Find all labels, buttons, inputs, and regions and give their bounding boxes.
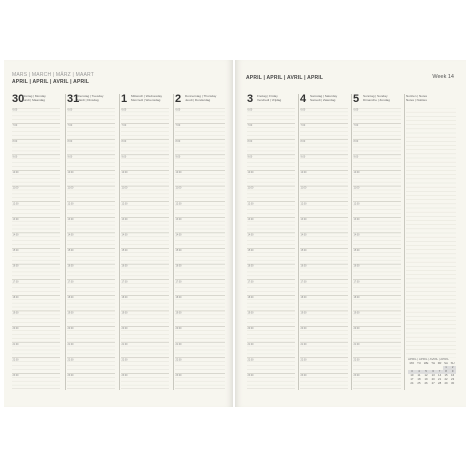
- time-label: 7:00: [121, 124, 127, 128]
- time-label: 21:00: [121, 342, 128, 346]
- mini-day: 16: [451, 373, 455, 378]
- left-month-header: [12, 72, 94, 85]
- day-column-5[interactable]: [353, 94, 401, 391]
- time-label: 12:00: [247, 202, 254, 206]
- time-label: 9:00: [67, 155, 73, 159]
- day-column-2[interactable]: [175, 94, 225, 391]
- day-column-4[interactable]: [300, 94, 348, 391]
- time-label: 7:00: [175, 124, 181, 128]
- mini-weekday: WE: [423, 361, 429, 366]
- time-label: 12:00: [300, 202, 307, 206]
- time-label: 21:00: [175, 342, 182, 346]
- time-label: 14:00: [175, 233, 182, 237]
- time-label: 12:00: [12, 202, 19, 206]
- time-label: 8:00: [247, 139, 253, 143]
- time-label: 23:00: [247, 373, 254, 377]
- time-label: 12:00: [175, 202, 182, 206]
- day-number: 5: [353, 93, 360, 105]
- mini-day: 27: [431, 381, 435, 386]
- time-label: 20:00: [12, 327, 19, 331]
- mini-weekday: SA: [444, 361, 448, 366]
- time-label: 17:00: [67, 280, 74, 284]
- time-label: 10:00: [300, 171, 307, 175]
- mini-day: 24: [410, 381, 414, 386]
- time-label: 14:00: [300, 233, 307, 237]
- time-label: 16:00: [121, 264, 128, 268]
- time-label: 6:00: [353, 108, 359, 112]
- mini-calendar-grid: [408, 362, 456, 386]
- mini-day: 29: [444, 381, 448, 386]
- day-name: Freitag | Friday Vendredi | Vrijdag: [257, 94, 282, 102]
- time-label: 14:00: [12, 233, 19, 237]
- mini-day: 5: [422, 370, 430, 374]
- column-divider: [65, 94, 66, 390]
- time-label: 19:00: [300, 311, 307, 315]
- time-label: 6:00: [175, 108, 181, 112]
- mini-day: 25: [417, 381, 421, 386]
- notes-column[interactable]: [406, 94, 456, 391]
- mini-day: 30: [451, 381, 455, 386]
- time-lines: [175, 108, 225, 389]
- day-number: 31: [67, 93, 80, 105]
- time-label: 8:00: [12, 139, 18, 143]
- time-label: 23:00: [353, 373, 360, 377]
- time-label: 15:00: [67, 249, 74, 253]
- day-header: [247, 94, 295, 106]
- time-label: 22:00: [353, 358, 360, 362]
- mini-day: 15: [444, 373, 448, 378]
- time-label: 14:00: [121, 233, 128, 237]
- time-label: 23:00: [121, 373, 128, 377]
- time-label: 11:00: [175, 186, 182, 190]
- time-label: 18:00: [67, 295, 74, 299]
- time-label: 9:00: [175, 155, 181, 159]
- time-label: 15:00: [175, 249, 182, 253]
- time-label: 19:00: [121, 311, 128, 315]
- time-lines: [67, 108, 115, 389]
- time-label: 18:00: [12, 295, 19, 299]
- time-label: 13:00: [121, 217, 128, 221]
- time-label: 15:00: [353, 249, 360, 253]
- time-label: 12:00: [353, 202, 360, 206]
- time-label: 12:00: [121, 202, 128, 206]
- right-page: [235, 60, 466, 407]
- time-label: 10:00: [247, 171, 254, 175]
- month-line: APRIL | APRIL | AVRIL | APRIL: [246, 75, 324, 81]
- time-lines: [12, 108, 60, 389]
- mini-day: 1: [443, 366, 449, 370]
- time-label: 20:00: [353, 327, 360, 331]
- mini-calendar-header: APRIL | APRIL | AVRIL | APRIL: [408, 357, 449, 361]
- time-label: 16:00: [300, 264, 307, 268]
- notes-header: Notizen | Notes Notes | Notities: [406, 94, 428, 102]
- mini-day: 23: [451, 377, 455, 382]
- mini-day: 7: [436, 370, 442, 374]
- time-label: 20:00: [247, 327, 254, 331]
- notes-lines: [406, 108, 456, 358]
- day-name: Donnerstag | Thursday Jeudi | Donderdag: [185, 94, 217, 102]
- time-label: 9:00: [121, 155, 127, 159]
- time-label: 7:00: [12, 124, 18, 128]
- time-label: 20:00: [67, 327, 74, 331]
- mini-day: 20: [431, 377, 435, 382]
- time-label: 7:00: [247, 124, 253, 128]
- day-column-1[interactable]: [121, 94, 169, 391]
- mini-calendar: [408, 357, 456, 386]
- time-label: 21:00: [353, 342, 360, 346]
- day-column-30[interactable]: [12, 94, 60, 391]
- column-divider: [351, 94, 352, 390]
- time-lines: [247, 108, 295, 389]
- mini-day: 10: [410, 373, 414, 378]
- mini-weekday: FR: [437, 361, 442, 366]
- day-header: [353, 94, 401, 106]
- time-label: 14:00: [353, 233, 360, 237]
- time-label: 18:00: [353, 295, 360, 299]
- time-label: 21:00: [247, 342, 254, 346]
- mini-day: 3: [408, 370, 416, 374]
- time-label: 6:00: [247, 108, 253, 112]
- time-label: 22:00: [121, 358, 128, 362]
- day-number: 3: [247, 93, 254, 105]
- mini-day: 8: [443, 370, 449, 374]
- time-label: 17:00: [300, 280, 307, 284]
- column-divider: [173, 94, 174, 390]
- time-label: 19:00: [175, 311, 182, 315]
- time-label: 22:00: [300, 358, 307, 362]
- day-number: 4: [300, 93, 307, 105]
- mini-day: 26: [424, 381, 428, 386]
- time-label: 11:00: [12, 186, 19, 190]
- time-label: 16:00: [353, 264, 360, 268]
- time-label: 11:00: [353, 186, 360, 190]
- time-label: 11:00: [247, 186, 254, 190]
- time-label: 6:00: [121, 108, 127, 112]
- mini-day: 21: [438, 377, 442, 382]
- time-label: 10:00: [175, 171, 182, 175]
- time-label: 20:00: [175, 327, 182, 331]
- time-label: 6:00: [12, 108, 18, 112]
- time-label: 19:00: [12, 311, 19, 315]
- day-number: 2: [175, 93, 182, 105]
- time-label: 10:00: [353, 171, 360, 175]
- day-name: Dienstag | Tuesday Mardi | Dinsdag: [77, 94, 104, 102]
- time-label: 13:00: [67, 217, 74, 221]
- time-label: 17:00: [175, 280, 182, 284]
- mini-day: 11: [417, 373, 421, 378]
- time-label: 21:00: [67, 342, 74, 346]
- day-header: [121, 94, 169, 106]
- time-label: 15:00: [247, 249, 254, 253]
- right-month-header: [246, 74, 323, 81]
- mini-day: 2: [449, 366, 456, 370]
- planner-spread: [0, 60, 470, 407]
- mini-day: 18: [417, 377, 421, 382]
- column-divider: [404, 94, 405, 390]
- time-label: 19:00: [247, 311, 254, 315]
- time-label: 11:00: [300, 186, 307, 190]
- mini-day: 6: [430, 370, 436, 374]
- day-header: [12, 94, 60, 106]
- mini-day: 9: [449, 370, 456, 374]
- time-label: 8:00: [353, 139, 359, 143]
- time-label: 9:00: [353, 155, 359, 159]
- time-label: 22:00: [247, 358, 254, 362]
- time-label: 13:00: [247, 217, 254, 221]
- time-label: 23:00: [12, 373, 19, 377]
- time-label: 17:00: [353, 280, 360, 284]
- time-label: 16:00: [175, 264, 182, 268]
- mini-weekday: SU: [450, 361, 455, 366]
- time-label: 19:00: [67, 311, 74, 315]
- time-label: 21:00: [12, 342, 19, 346]
- time-label: 17:00: [121, 280, 128, 284]
- mini-day: 28: [438, 381, 442, 386]
- time-label: 16:00: [12, 264, 19, 268]
- time-label: 23:00: [300, 373, 307, 377]
- day-header: [175, 94, 225, 106]
- month-line-2: APRIL | APRIL | AVRIL | APRIL: [12, 79, 90, 85]
- mini-weekday: TU: [417, 361, 421, 366]
- time-label: 14:00: [67, 233, 74, 237]
- left-page: [4, 60, 233, 407]
- time-label: 15:00: [121, 249, 128, 253]
- week-label: Week 14: [432, 74, 454, 80]
- day-column-31[interactable]: [67, 94, 115, 391]
- day-header: [300, 94, 348, 106]
- time-label: 17:00: [12, 280, 19, 284]
- mini-day: 14: [438, 373, 442, 378]
- day-number: 1: [121, 93, 128, 105]
- time-label: 15:00: [300, 249, 307, 253]
- time-label: 9:00: [247, 155, 253, 159]
- mini-day: 4: [416, 370, 422, 374]
- mini-day: 13: [431, 373, 435, 378]
- time-label: 23:00: [175, 373, 182, 377]
- day-name: Sonntag | Sunday Dimanche | Zondag: [363, 94, 390, 102]
- time-label: 22:00: [175, 358, 182, 362]
- time-label: 20:00: [300, 327, 307, 331]
- time-lines: [121, 108, 169, 389]
- time-label: 16:00: [247, 264, 254, 268]
- column-divider: [119, 94, 120, 390]
- time-label: 23:00: [67, 373, 74, 377]
- time-label: 15:00: [12, 249, 19, 253]
- month-line-1: MARS | MARCH | MÄRZ | MAART: [12, 72, 94, 78]
- time-label: 6:00: [300, 108, 306, 112]
- day-name: Montag | Monday Lundi | Maandag: [22, 94, 46, 102]
- time-label: 7:00: [300, 124, 306, 128]
- time-label: 18:00: [300, 295, 307, 299]
- mini-day: 12: [424, 373, 428, 378]
- time-label: 18:00: [121, 295, 128, 299]
- time-label: 10:00: [12, 171, 19, 175]
- mini-day: 22: [444, 377, 448, 382]
- time-label: 18:00: [247, 295, 254, 299]
- time-label: 16:00: [67, 264, 74, 268]
- time-label: 14:00: [247, 233, 254, 237]
- mini-weekday: MO: [409, 361, 415, 366]
- time-label: 11:00: [67, 186, 74, 190]
- mini-day: 17: [410, 377, 414, 382]
- time-label: 6:00: [67, 108, 73, 112]
- mini-weekday: TH: [431, 361, 436, 366]
- mini-day: 19: [424, 377, 428, 382]
- time-label: 13:00: [353, 217, 360, 221]
- day-name: Samstag | Saturday Samedi | Zaterdag: [310, 94, 338, 102]
- day-number: 30: [12, 93, 25, 105]
- day-column-3[interactable]: [247, 94, 295, 391]
- time-label: 20:00: [121, 327, 128, 331]
- time-label: 13:00: [175, 217, 182, 221]
- time-label: 13:00: [12, 217, 19, 221]
- time-label: 8:00: [300, 139, 306, 143]
- time-label: 10:00: [67, 171, 74, 175]
- time-label: 8:00: [121, 139, 127, 143]
- time-label: 13:00: [300, 217, 307, 221]
- time-label: 21:00: [300, 342, 307, 346]
- time-label: 9:00: [300, 155, 306, 159]
- time-label: 19:00: [353, 311, 360, 315]
- column-divider: [298, 94, 299, 390]
- time-label: 7:00: [67, 124, 73, 128]
- day-name: Mittwoch | Wednesday Mercredi | Woensdag: [131, 94, 163, 102]
- time-label: 8:00: [175, 139, 181, 143]
- time-lines: [353, 108, 401, 389]
- time-label: 12:00: [67, 202, 74, 206]
- time-label: 22:00: [12, 358, 19, 362]
- time-label: 18:00: [175, 295, 182, 299]
- time-label: 11:00: [121, 186, 128, 190]
- time-label: 17:00: [247, 280, 254, 284]
- day-header: [67, 94, 115, 106]
- time-lines: [300, 108, 348, 389]
- time-label: 7:00: [353, 124, 359, 128]
- time-label: 10:00: [121, 171, 128, 175]
- time-label: 22:00: [67, 358, 74, 362]
- time-label: 8:00: [67, 139, 73, 143]
- time-label: 9:00: [12, 155, 18, 159]
